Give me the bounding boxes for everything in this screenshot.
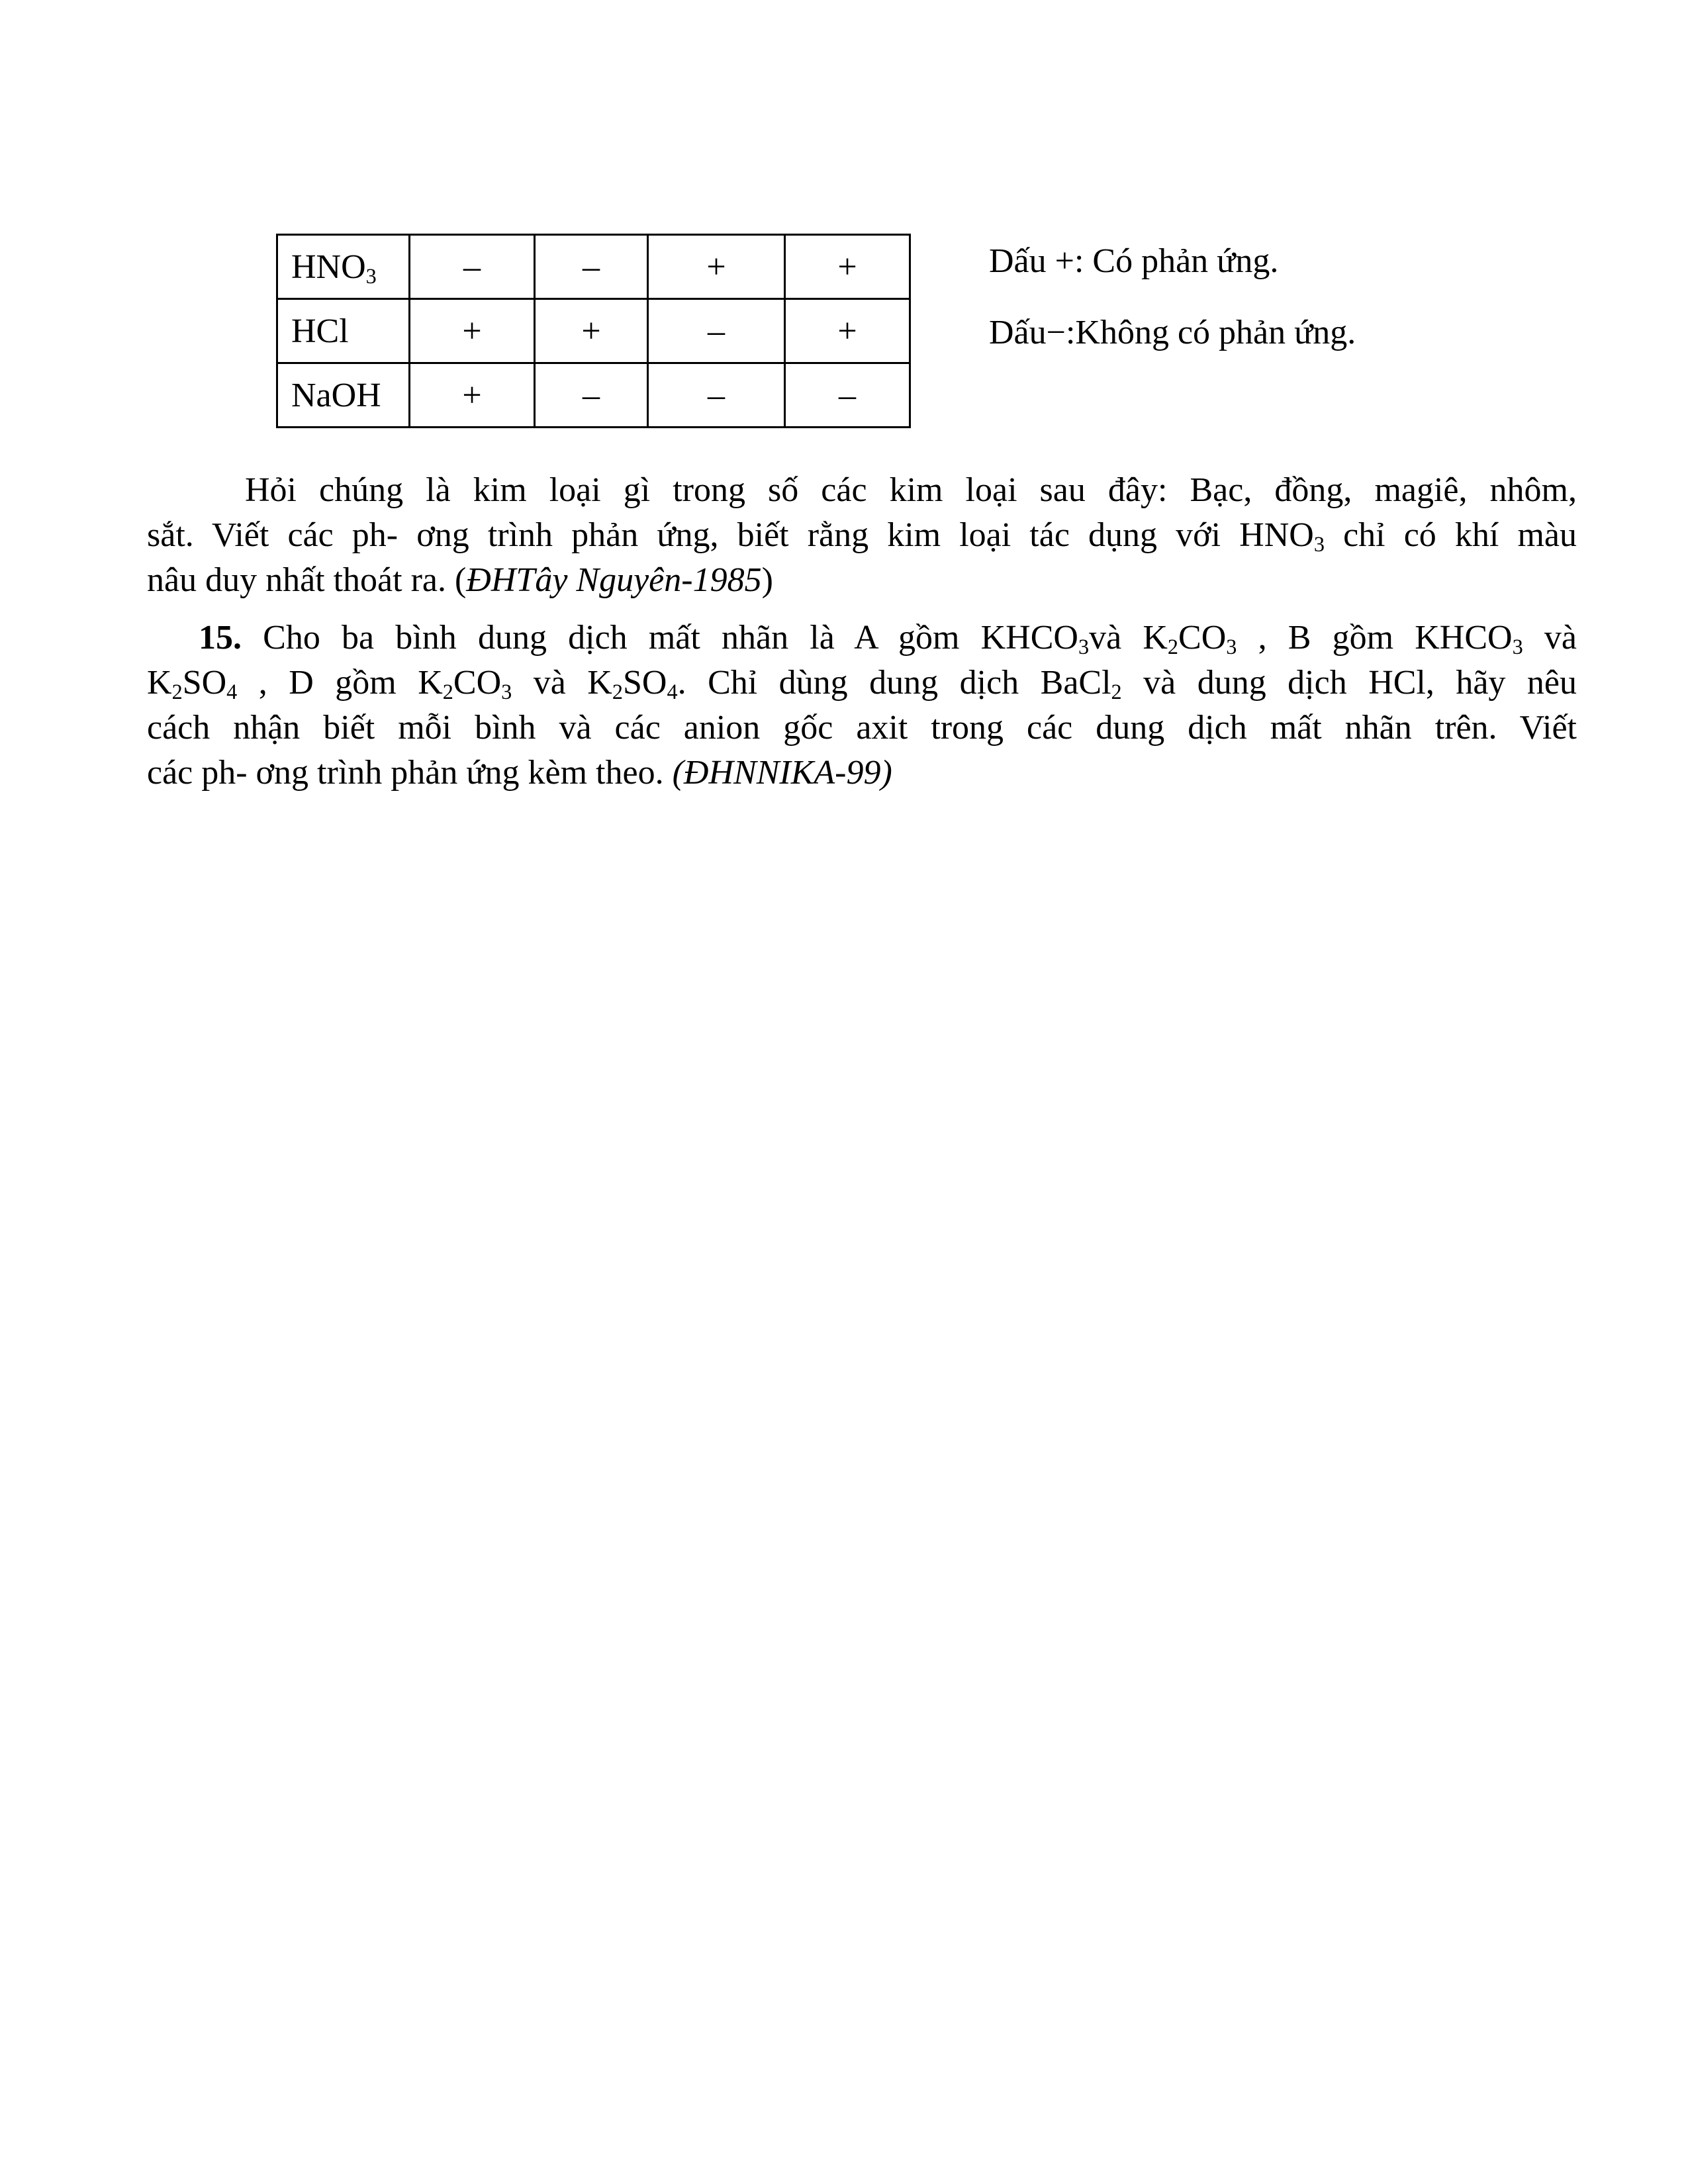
subscript: 2 [1111,680,1122,704]
reagent-name: HCl [291,312,349,350]
problem-15-line-2 [147,660,1577,705]
text: , D gồm K [237,664,443,702]
text: . Chỉ dùng dung dịch BaCl [677,664,1111,702]
subscript: 3 [501,680,512,704]
subscript: 3 [1512,635,1523,659]
subscript: 4 [226,680,238,704]
text: CO [453,664,502,702]
result-cell: + [785,235,910,299]
subscript: 3 [1078,635,1090,659]
source-citation: ĐHTây Nguyên-1985 [466,561,762,599]
question-text-3b: ) [761,561,773,599]
text: các ph- ơng trình phản ứng kèm theo. [147,754,673,792]
text: cách nhận biết mỗi bình và các anion gốc axit trong các dung dịch mất nhãn trên. Viết [147,709,1577,747]
problem-15 [147,615,1577,796]
reagent-cell [277,299,410,363]
text: K [147,664,172,702]
result-cell: + [410,299,535,363]
legend-minus: Dấu−:Không có phản ứng. [989,314,1356,351]
reagent-name: HNO [291,248,366,286]
source-citation: (ĐHNNIKA-99) [672,754,892,792]
legend-plus: Dấu +: Có phản ứng. [989,242,1279,280]
reagent-cell [277,363,410,428]
question-text-3a: nâu duy nhất thoát ra. ( [147,561,467,599]
result-cell: – [648,299,785,363]
hno3-subscript: 3 [1313,532,1325,557]
subscript: 2 [1167,635,1179,659]
question-text-1: Hỏi chúng là kim loại gì trong số các kim loại sau đây: Bạc, đồng, magiê, nhôm, [245,471,1577,509]
reaction-table [276,234,911,428]
problem-15-line-1 [147,615,1577,660]
result-cell: + [410,363,535,428]
subscript: 2 [612,680,623,704]
result-cell: – [535,235,648,299]
result-cell: + [648,235,785,299]
text: và K [512,664,612,702]
question-text-2a: sắt. Viết các ph- ơng trình phản ứng, biết rằng kim loại tác dụng với HNO [147,516,1314,554]
question-line-2 [147,513,1577,558]
question-text-2b: chỉ có khí màu [1324,516,1577,554]
text: và K [1089,619,1168,657]
subscript: 4 [667,680,678,704]
table-row [277,363,910,428]
subscript: 2 [442,680,453,704]
table-row [277,299,910,363]
reagent-subscript: 3 [365,263,377,288]
subscript: 3 [1226,635,1237,659]
table-row [277,235,910,299]
text: SO [182,664,227,702]
text: Cho ba bình dung dịch mất nhãn là A gồm KHCO [242,619,1078,657]
problem-number: 15. [199,619,242,657]
result-cell: – [535,363,648,428]
result-cell: – [410,235,535,299]
result-cell: – [648,363,785,428]
question-line-3 [147,558,1577,603]
result-cell: + [785,299,910,363]
question-paragraph [147,468,1577,603]
text: và dung dịch HCl, hãy nêu [1121,664,1577,702]
result-cell: + [535,299,648,363]
text: SO [622,664,667,702]
reagent-name: NaOH [291,376,381,414]
text: và [1523,619,1577,657]
problem-15-line-3 [147,705,1577,751]
reagent-cell [277,235,410,299]
subscript: 2 [171,680,183,704]
result-cell: – [785,363,910,428]
problem-15-line-4 [147,751,1577,796]
text: CO [1178,619,1227,657]
text: , B gồm KHCO [1237,619,1513,657]
question-line-1 [147,468,1577,513]
